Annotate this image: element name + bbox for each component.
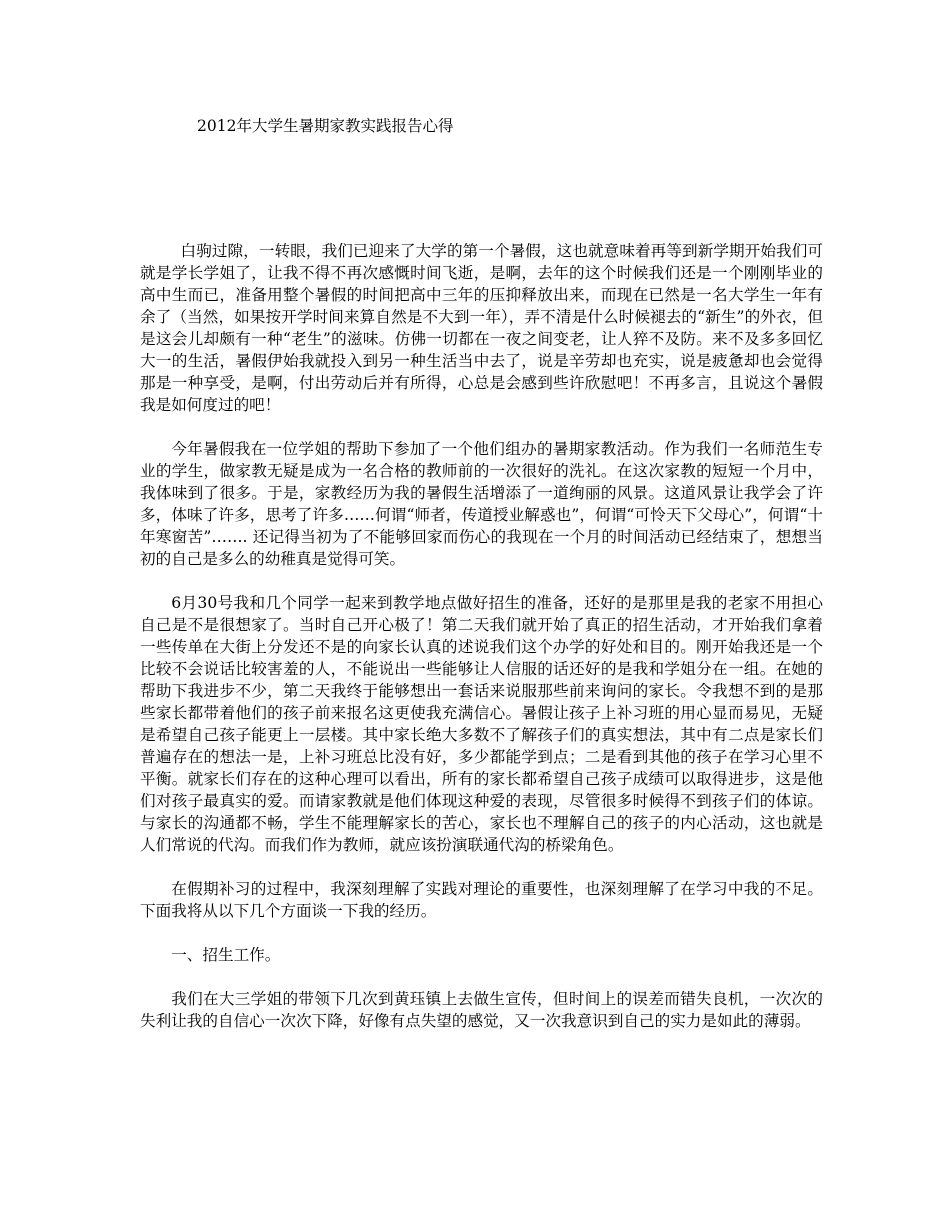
paragraph-reflection: 在假期补习的过程中，我深刻理解了实践对理论的重要性，也深刻理解了在学习中我的不足。下面我将从以下几个方面谈一下我的经历。 bbox=[140, 880, 823, 920]
paragraph-tutoring-activity: 今年暑假我在一位学姐的帮助下参加了一个他们组办的暑期家教活动。作为我们一名师范生专业的学生，做家教无疑是成为一名合格的教师前的一次很好的洗礼。在这次家教的短短一个月中，我体味到了很多。于是，家教经历为我的暑假生活增添了一道绚丽的风景。这道风景让我学会了许多，体味了许多，思考了许多……何谓“师者，传道授业解惑也”，何谓“可怜天下父母心”，何谓“十年寒窗苦”……. 还记得当初为了不能够回家而伤心的我现在一个月的时间活动已经结束了，想想当初的自己是多么的幼稚真是觉得可笑。 bbox=[140, 440, 823, 568]
paragraph-enrollment-work: 我们在大三学姐的带领下几次到黄珏镇上去做生宣传，但时间上的误差而错失良机，一次次的失利让我的自信心一次次下降，好像有点失望的感觉，又一次我意识到自己的实力是如此的薄弱。 bbox=[140, 990, 823, 1030]
section-heading-enrollment: 一、招生工作。 bbox=[171, 946, 281, 964]
document-body bbox=[140, 240, 823, 1054]
paragraph-enrollment-start: 6月30号我和几个同学一起来到教学地点做好招生的准备，还好的是那里是我的老家不用担心自己是不是很想家了。当时自己开心极了！第二天我们就开始了真正的招生活动，才开始我们拿着一些传单在大街上分发还不是的向家长认真的述说我们这个办学的好处和目的。刚开始我还是一个比较不会说话比较害羞的人，不能说出一些能够让人信服的话还好的是我和学姐分在一组。在她的帮助下我进步不少，第二天我终于能够想出一套话来说服那些前来询问的家长。令我想不到的是那些家长都带着他们的孩子前来报名这更使我充满信心。暑假让孩子上补习班的用心显而易见，无疑是希望自己孩子能更上一层楼。其中家长绝大多数不了解孩子们的真实想法，其中有二点是家长们普遍存在的想法一是，上补习班总比没有好，多少都能学到点；二是看到其他的孩子在学习心里不平衡。就家长们存在的这种心理可以看出，所有的家长都希望自己孩子成绩可以取得进步，这是他们对孩子最真实的爱。而请家教就是他们体现这种爱的表现，尽管很多时候得不到孩子们的体谅。与家长的沟通都不畅，学生不能理解家长的苦心，家长也不理解自己的孩子的内心活动，这也就是人们常说的代沟。而我们作为教师，就应该扮演联通代沟的桥梁角色。 bbox=[140, 594, 823, 854]
document-title: 2012年大学生暑期家教实践报告心得 bbox=[197, 117, 454, 135]
paragraph-intro: 白驹过隙，一转眼，我们已迎来了大学的第一个暑假，这也就意味着再等到新学期开始我们可就是学长学姐了，让我不得不再次感慨时间飞逝，是啊，去年的这个时候我们还是一个刚刚毕业的高中生而已，准备用整个暑假的时间把高中三年的压抑释放出来，而现在已然是一名大学生一年有余了（当然，如果按开学时间来算自然是不大到一年），弄不清是什么时候褪去的“新生”的外衣，但是这会儿却颇有一种“老生”的滋味。仿佛一切都在一夜之间变老，让人猝不及防。来不及多多回忆大一的生活，暑假伊始我就投入到另一种生活当中去了，说是辛劳却也充实，说是疲惫却也会觉得那是一种享受，是啊，付出劳动后并有所得，心总是会感到些许欣慰吧！不再多言，且说这个暑假我是如何度过的吧！ bbox=[140, 242, 823, 414]
